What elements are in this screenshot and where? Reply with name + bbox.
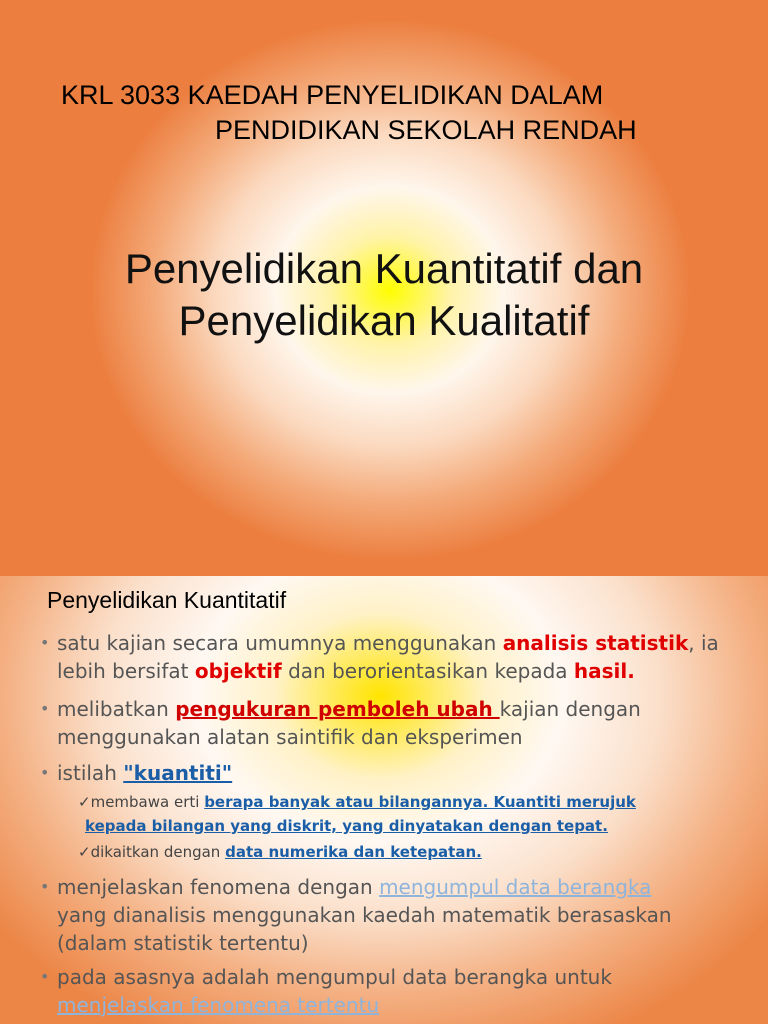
highlight-term: mengumpul data berangka [379, 875, 652, 899]
course-name-line: PENDIDIKAN SEKOLAH RENDAH [215, 115, 637, 145]
bullet-5-line2: menjelaskan fenomena tertentu [57, 993, 380, 1017]
text: menjelaskan fenomena dengan [57, 875, 380, 899]
bullet-4-line2: yang dianalisis menggunakan kaedah matematik berasaskan [57, 903, 672, 927]
bullet-3-line1 [57, 760, 232, 786]
text: dikaitkan dengan [90, 843, 226, 861]
sub-bullet-2 [78, 842, 482, 863]
highlight-term: data numerika dan ketepatan. [225, 843, 482, 861]
highlight-term: objektif [194, 659, 282, 683]
text: , ia [688, 631, 719, 655]
bullet-dot: • [40, 877, 50, 896]
sub-bullet-1-cont [85, 816, 608, 837]
check-icon: ✓ [78, 843, 91, 861]
highlight-term: hasil. [573, 659, 635, 683]
bullet-2-line1 [57, 696, 641, 722]
highlight-term: kepada bilangan yang diskrit, yang dinyatakan dengan tepat. [85, 817, 608, 835]
bullet-dot: • [40, 633, 50, 652]
text: lebih bersifat [57, 659, 195, 683]
bullet-dot: • [40, 763, 50, 782]
slide-title-line2: Penyelidikan Kualitatif [178, 297, 590, 344]
highlight-term: pengukuran pemboleh ubah [175, 697, 500, 721]
content-slide [0, 576, 768, 1024]
text: kajian dengan [499, 697, 641, 721]
text: melibatkan [57, 697, 176, 721]
highlight-term: berapa banyak atau bilangannya. Kuantiti merujuk [204, 793, 636, 811]
highlight-term: "kuantiti" [123, 761, 233, 785]
sub-bullet-1 [78, 792, 636, 813]
bullet-4-line3: (dalam statistik tertentu) [57, 931, 309, 955]
text: membawa erti [90, 793, 205, 811]
text: dan berorientasikan kepada [281, 659, 574, 683]
bullet-5-line1: pada asasnya adalah mengumpul data berangka untuk [57, 965, 612, 989]
course-code-line: KRL 3033 KAEDAH PENYELIDIKAN DALAM [61, 80, 604, 110]
highlight-term: analisis statistik [502, 631, 689, 655]
bullet-dot: • [40, 967, 50, 986]
text: istilah [57, 761, 124, 785]
check-icon: ✓ [78, 793, 91, 811]
bullet-dot: • [40, 699, 50, 718]
slide-title-line1: Penyelidikan Kuantitatif dan [124, 245, 644, 292]
text: satu kajian secara umumnya menggunakan [57, 631, 503, 655]
section-title: Penyelidikan Kuantitatif [47, 587, 287, 613]
bullet-4-line1 [57, 874, 651, 900]
bullet-1-line1 [57, 630, 719, 656]
bullet-2-line2: menggunakan alatan saintifik dan eksperimen [57, 725, 523, 749]
bullet-1-line2 [57, 658, 635, 684]
